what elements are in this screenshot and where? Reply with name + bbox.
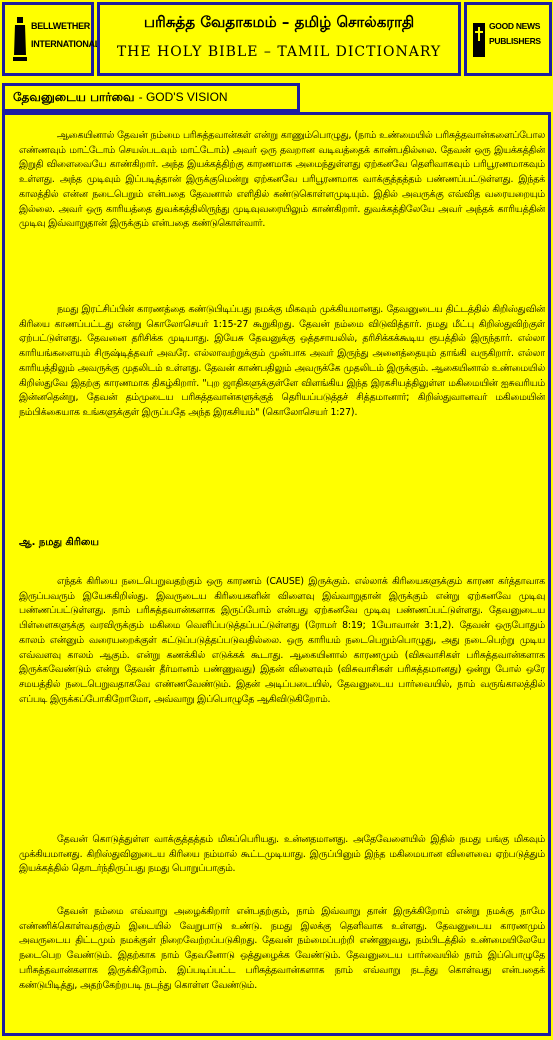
bell-icon [13,15,27,65]
logo-right-line-2: PUBLISHERS [489,36,541,46]
paragraph-4: தேவன் கொடுத்துள்ள வாக்குத்தத்தம் மிகப்பெரியது. உன்னதமானது. அதேவேளையில் இதில் நமது பங்கு மிகவும் முக்கியமானது. கிறிஸ்துவினுடைய கிரியை நம்மால் கூட்டமுடியாது. இருப்பினும் இந்த மகிமையான விளைவை ஏற்படுத்தும் இயக்கத்தில் தொடர்ந்திருப்பது நமது பொறுப்பாகும். [19,834,545,875]
book-icon [472,15,486,65]
section-title-tamil: தேவனுடைய பார்வை [13,90,135,104]
logo-right-line-1: GOOD NEWS [489,21,541,31]
logo-right-text [489,19,541,49]
subheading: ஆ. நமது கிரியை [19,537,99,548]
title-box [97,2,461,76]
bellwether-logo[interactable] [2,2,100,76]
paragraph-2: நமது இரட்சிப்பின் காரணத்தை கண்டுபிடிப்பது நமக்கு மிகவும் முக்கியமானது. தேவனுடைய திட்டத்தில் கிறிஸ்துவின் கிரியை காணப்பட்டது என்று கொலோசெயர் 1:15-27 கூறுகிறது. தேவன் நம்மை விடுவித்தார். நமது மீட்பு கிறிஸ்துவிற்குள் ஏற்பட்டுள்ளது. தேவனை தரிசிக்க முடியாது. இயேசு தேவனுக்கு ஒத்தசாயலில், தரிசிக்கக்கூடிய ரூபத்தில் இருந்தார். எல்லா காரியங்களையும் சிருஷ்டித்தவர் அவரே. எல்லாவற்றுக்கும் முன்பாக அவர் இருந்து அனைத்தையும் தாங்கி வருகிறார். எல்லா காரியத்திலும் அவருக்கு முதலிடம் உள்ளது. தேவன் காண்பதிலும் அவருக்கே முதலிடம் இருக்கும். ஆகையினால் உண்மையில் கிறிஸ்துவே இதற்கு காரணமாக திகழ்கிறார். "புற ஜாதிகளுக்குள்ளே விளங்கிய இந்த இரகசியத்திலுள்ள மகிமையின் ஐசுவரியம் இன்னதென்று, தேவன் தம்முடைய பரிசுத்தவான்களுக்குத் தெரியப்படுத்தச் சித்தமானார்; கிறிஸ்துவானவர் மகிமையின் நம்பிக்கையாக உங்களுக்குள் இருப்பதே அந்த இரகசியம்" (கொலோசெயர் 1:27). [19,304,545,418]
paragraph-1: ஆகையினால் தேவன் நம்மை பரிசுத்தவான்கள் என்று காணும்பொழுது, (நாம் உண்மையில் பரிசுத்தவான்களைப்போல எண்ணவும் மாட்டோம் செயல்படவும் மாட்டோம்) அவர் ஒரு தவறான வடிவத்தைக் காண்பதில்லை. தேவன் ஒரு இயக்கத்தின் இறுதி விளைவையே காண்கிறார். அந்த இயக்கத்திற்கு காரணமாக அமைந்துள்ளது ஏற்கனவே தெளிவாகவும் பரிபூரணமாகவும் உள்ளது. அந்த முடிவும் இப்படித்தான் இருக்குமென்று ஏற்கனவே பரிபூரணமாக வாக்குத்தத்தம் பண்ணப்பட்டுள்ளது. இந்தக் காலத்தில் என்ன நடைபெறும் என்பதை தேவனால் எளிதில் கண்டுகொள்ளமுடியும். இதில் அவருக்கு எவ்வித வரையறையும் இல்லை. அவர் ஒரு காரியத்தை துவக்கத்திலிருந்து முடிவுவரையிலும் காண்கிறார். துவக்கத்திலேயே அவர் அந்தக் காரியத்தின் முடிவு இவ்வாறுதான் இருக்கும் என்பதை கண்டுகொள்வார். [19,130,545,230]
section-tab [2,83,300,112]
paragraph-5: தேவன் நம்மை எவ்வாறு அழைக்கிறார் என்பதற்கும், நாம் இவ்வாறு தான் இருக்கிறோம் என்று நமக்கு நாமே எண்ணிக்கொள்வதற்கும் இடையில் வேறுபாடு உண்டு. நமது இலக்கு தெளிவாக உள்ளது. தேவனுடைய காரணமும் அவருடைய திட்டமும் நமக்குள் நிறைவேற்றப்படுகிறது. தேவன் நம்மைப்பற்றி எண்ணுவது, நம்பிடத்தில் உண்மையிலேயே நடைபெற வேண்டும். இதற்காக நாம் தேவனோடு ஒத்துழைக்க வேண்டும். தேவனுடைய பார்வையில் நாம் இப்பொழுதே பரிசுத்தவான்களாக இருக்கிறோம். இப்படிப்பட்ட பரிசுத்தவான்களாக நாம் எவ்வாறு நடந்து கொள்வது என்பதைக் கண்டுபிடித்து, அதற்கேற்றபடி நடந்து கொள்ள வேண்டும். [19,906,545,991]
section-title-english: - GOD'S VISION [138,90,228,104]
title-tamil: பரிசுத்த வேதாகமம் – தமிழ் சொல்கராதி [143,13,415,31]
content-frame [2,112,551,1036]
page-header [0,0,553,82]
logo-left-line-2: INTERNATIONAL [31,39,100,49]
good-news-logo[interactable] [464,2,552,76]
logo-left-line-1: BELLWETHER [31,21,90,31]
paragraph-3: எந்தக் கிரியை நடைபெறுவதற்கும் ஒரு காரணம் (CAUSE) இருக்கும். எல்லாக் கிரியைகளுக்கும் காரண கர்த்தாவாக இருப்பவரும் இயேசுகிறிஸ்து. இவருடைய கிரியைகளின் விளைவு இவ்வாறுதான் இருக்கும் என்று ஏற்கனவே முடிவு பண்ணப்பட்டுள்ளது. நாம் பரிசுத்தவான்களாக இருப்போம் என்பது ஏற்கனவே முடிவு பண்ணப்பட்டுள்ளது. தேவனுடைய பிள்ளைகளுக்கு வரவிருக்கும் மகிமை வெளிப்படுத்தப்பட்டுள்ளது (ரோமர் 8:19; 1யோவான் 3:1,2). தேவன் ஒருபோதும் காலம் என்னும் வரையறைக்குள் கட்டுப்படுத்தப்படுவதில்லை. ஒரு காரியம் நடைபெறும்பொழுது, அது நடைபெற்று முடிய எவ்வளவு காலம் ஆகும். என்று கணக்கில் எடுக்கக் கூடாது. ஆகையினால் காரணமும் (விசுவாசிகள் பரிசுத்தவான்களாக இருக்கவேண்டும் என்று தேவன் தீர்மானம் பண்ணுவது) இதன் விளைவும் (விசுவாசிகள் பரிசுத்தமானது) ஒன்று போல் ஒரே சமயத்தில் நடைபெறுவதாகவே எண்ணவேண்டும். இதன் அடிப்படையில், தேவனுடைய பார்வையில், நாம் வருங்காலத்தில் எப்படி இருக்கப்போகிறோமோ, அவ்வாறு இப்பொழுதே ஆகிவிடுகிறோம். [19,576,545,705]
title-english: THE HOLY BIBLE – TAMIL DICTIONARY [116,44,442,60]
logo-left-text [31,17,100,53]
